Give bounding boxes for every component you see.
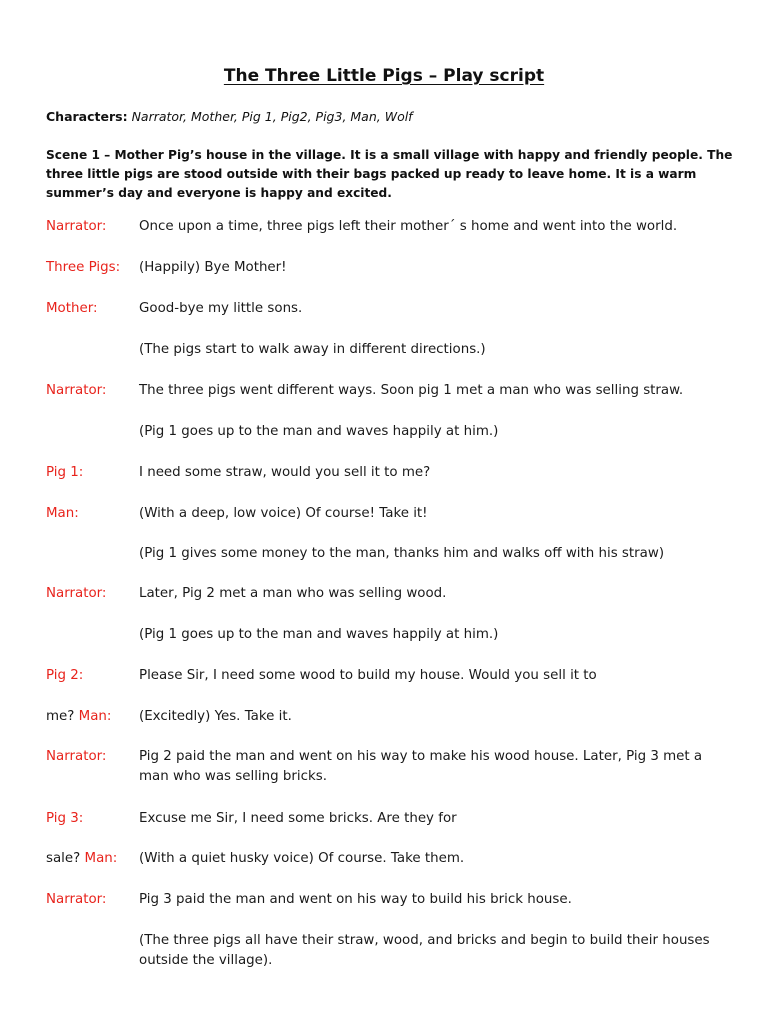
speaker-name: Narrator: <box>46 749 107 764</box>
stage-direction: (Pig 1 gives some money to the man, thanks him and walks off with his straw) <box>139 546 665 561</box>
dialogue-text: (With a quiet husky voice) Of course. Take them. <box>139 851 465 866</box>
speaker-label <box>46 381 106 401</box>
speaker-label <box>46 217 106 237</box>
speaker-label <box>46 299 98 319</box>
speaker-label <box>46 747 106 767</box>
speaker-name: Man: <box>78 709 112 724</box>
speaker-label <box>46 849 117 869</box>
line-continuation: me? <box>46 709 79 724</box>
dialogue-text: Please Sir, I need some wood to build my house. Would you sell it to <box>139 668 597 683</box>
speaker-name: Pig 3: <box>46 811 84 826</box>
stage-direction: (Pig 1 goes up to the man and waves happily at him.) <box>139 627 499 642</box>
characters-list: Narrator, Mother, Pig 1, Pig2, Pig3, Man, Wolf <box>131 109 413 124</box>
speaker-name: Mother: <box>46 301 98 316</box>
dialogue-text: Good-bye my little sons. <box>139 301 303 316</box>
speaker-label <box>46 504 79 524</box>
speaker-label <box>46 707 111 727</box>
speaker-name: Three Pigs: <box>46 260 121 275</box>
speaker-name: Pig 2: <box>46 668 84 683</box>
stage-direction: (The three pigs all have their straw, wood, and bricks and begin to build their houses outside the village). <box>139 933 710 968</box>
speaker-label <box>46 463 83 483</box>
speaker-label <box>46 584 106 604</box>
speaker-name: Narrator: <box>46 219 107 234</box>
stage-direction: (The pigs start to walk away in different directions.) <box>139 342 486 357</box>
characters-label: Characters: <box>46 109 128 124</box>
speaker-name: Man: <box>84 851 118 866</box>
dialogue-text: (Happily) Bye Mother! <box>139 260 287 275</box>
speaker-name: Narrator: <box>46 892 107 907</box>
dialogue-text: Pig 3 paid the man and went on his way to build his brick house. <box>139 892 572 907</box>
dialogue-text: Pig 2 paid the man and went on his way to make his wood house. Later, Pig 3 met a man who was selling bricks. <box>139 749 703 784</box>
speaker-label <box>46 666 83 686</box>
speaker-name: Narrator: <box>46 586 107 601</box>
dialogue-text: The three pigs went different ways. Soon pig 1 met a man who was selling straw. <box>139 383 684 398</box>
dialogue-text: Later, Pig 2 met a man who was selling wood. <box>139 586 447 601</box>
scene-description: Scene 1 – Mother Pig’s house in the village. It is a small village with happy and friendly people. The three little pigs are stood outside with their bags packed up ready to leave home. It is a warm summer’s day and everyone is happy and excited. <box>46 148 733 200</box>
dialogue-text: (Excitedly) Yes. Take it. <box>139 709 292 724</box>
speaker-name: Narrator: <box>46 383 107 398</box>
dialogue-text: I need some straw, would you sell it to me? <box>139 465 431 480</box>
characters-line <box>46 109 413 124</box>
dialogue-text: Excuse me Sir, I need some bricks. Are they for <box>139 811 457 826</box>
dialogue-text: (With a deep, low voice) Of course! Take it! <box>139 506 428 521</box>
speaker-name: Man: <box>46 506 79 521</box>
line-continuation: sale? <box>46 851 85 866</box>
speaker-label <box>46 890 106 910</box>
dialogue-text: Once upon a time, three pigs left their mother´ s home and went into the world. <box>139 219 678 234</box>
document-title: The Three Little Pigs – Play script <box>223 66 545 86</box>
speaker-label <box>46 809 83 829</box>
stage-direction: (Pig 1 goes up to the man and waves happily at him.) <box>139 424 499 439</box>
speaker-name: Pig 1: <box>46 465 84 480</box>
speaker-label <box>46 258 120 278</box>
